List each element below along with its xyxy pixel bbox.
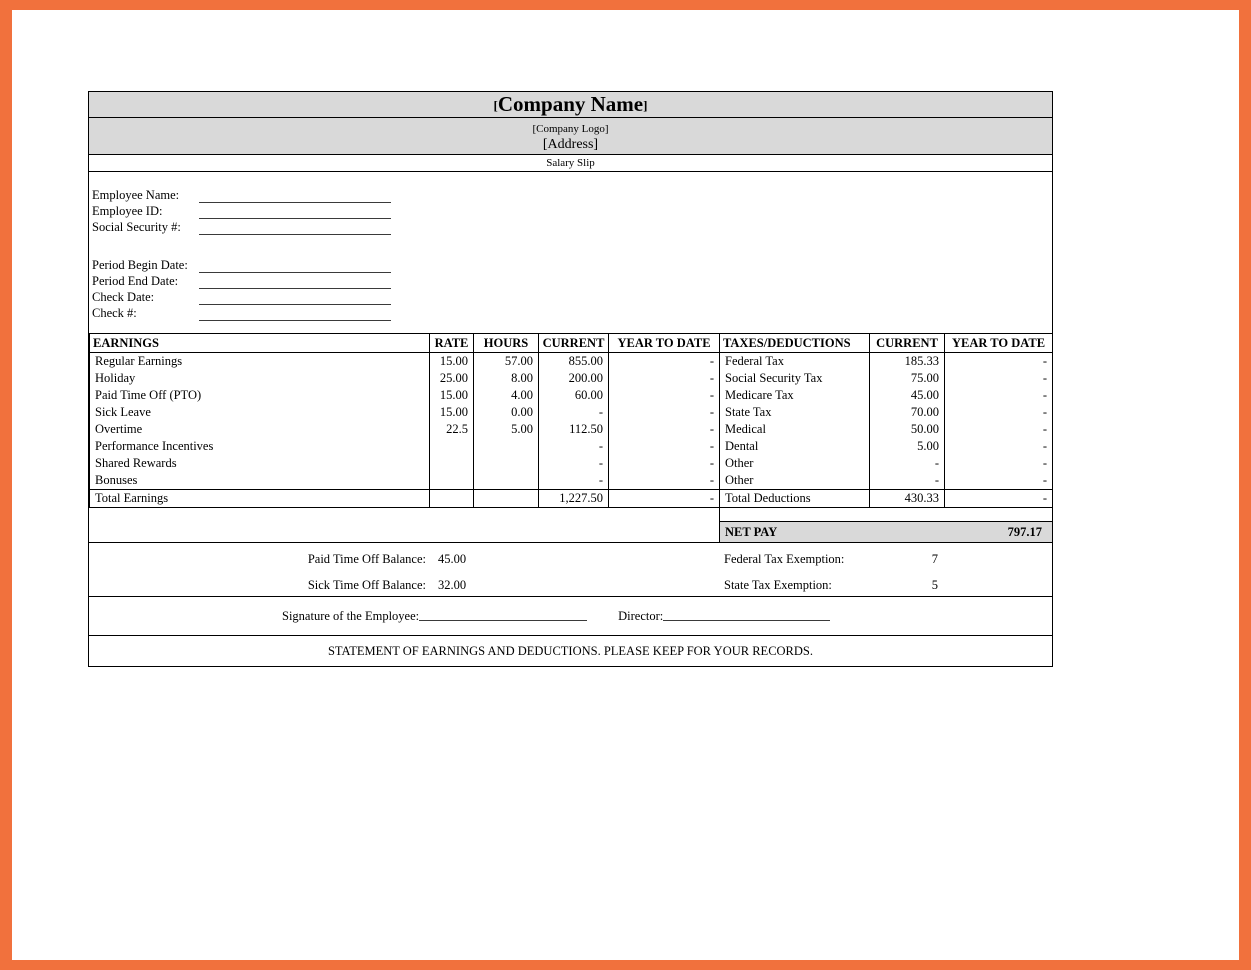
- table-row: [90, 404, 1053, 421]
- fill-in-line: [199, 308, 391, 321]
- employee-signature-label: Signature of the Employee:: [282, 608, 420, 623]
- hours-value: [474, 455, 539, 472]
- employee-name-field: [92, 187, 1052, 203]
- check-date-field: [92, 289, 1052, 305]
- current-value: -: [539, 438, 609, 455]
- ytd-value: -: [609, 455, 720, 472]
- director-signature-line: [663, 620, 830, 621]
- deduction-current-value: 45.00: [870, 387, 945, 404]
- current-value: 60.00: [539, 387, 609, 404]
- employee-signature-line: [419, 620, 587, 621]
- period-end-date-field: [92, 273, 1052, 289]
- net-pay-left-blank: [89, 521, 719, 542]
- pto-balance-label: Paid Time Off Balance:: [307, 552, 426, 566]
- field-group-spacer: [92, 235, 1052, 257]
- deduction-item: Medical: [720, 421, 870, 438]
- pto-balance-value: 45.00: [438, 552, 467, 566]
- field-label: Employee ID:: [92, 204, 163, 218]
- spacer-row: [89, 508, 1052, 521]
- ytd-value: -: [609, 472, 720, 490]
- social-security-field: [92, 219, 1052, 235]
- fill-in-line: [199, 206, 391, 219]
- period-begin-date-field: [92, 257, 1052, 273]
- salary-slip-document: [88, 91, 1053, 667]
- deduction-ytd-value: -: [945, 438, 1053, 455]
- current-value: 855.00: [539, 353, 609, 371]
- balance-row: [89, 578, 1052, 594]
- field-label: Period End Date:: [92, 274, 179, 288]
- totals-row: [90, 490, 1053, 508]
- net-pay-value: 797.17: [1007, 524, 1042, 539]
- ytd-value: -: [609, 421, 720, 438]
- table-row: [90, 455, 1053, 472]
- table-row: [90, 472, 1053, 490]
- column-header-hours: HOURS: [474, 334, 539, 353]
- rate-value: [430, 455, 474, 472]
- deduction-current-value: 5.00: [870, 438, 945, 455]
- employee-info-section: [89, 172, 1052, 333]
- rate-value: 15.00: [430, 387, 474, 404]
- column-header-taxes-deductions: TAXES/DEDUCTIONS: [720, 334, 870, 353]
- hours-value: 0.00: [474, 404, 539, 421]
- deduction-current-value: 75.00: [870, 370, 945, 387]
- hours-value: [474, 490, 539, 508]
- deduction-current-value: 70.00: [870, 404, 945, 421]
- bracket-open: [: [493, 98, 498, 113]
- rate-value: 22.5: [430, 421, 474, 438]
- ytd-value: -: [609, 370, 720, 387]
- rate-value: 15.00: [430, 404, 474, 421]
- earnings-deductions-table: [89, 333, 1053, 508]
- field-label: Check #:: [92, 306, 137, 320]
- fill-in-line: [199, 260, 391, 273]
- company-logo-address-block: [89, 118, 1052, 155]
- total-deductions-ytd: -: [945, 490, 1053, 508]
- field-label: Employee Name:: [92, 188, 180, 202]
- total-deductions-label: Total Deductions: [720, 490, 870, 508]
- balance-row: [89, 552, 1052, 568]
- fill-in-line: [199, 292, 391, 305]
- field-label: Social Security #:: [92, 220, 181, 234]
- deduction-ytd-value: -: [945, 472, 1053, 490]
- sick-balance-label: Sick Time Off Balance:: [307, 578, 426, 592]
- ytd-value: -: [609, 353, 720, 371]
- spacer-right: [719, 508, 1052, 521]
- deduction-item: Dental: [720, 438, 870, 455]
- company-name-text: Company Name: [497, 92, 644, 116]
- hours-value: 8.00: [474, 370, 539, 387]
- fill-in-line: [199, 276, 391, 289]
- deduction-current-value: -: [870, 455, 945, 472]
- current-value: -: [539, 404, 609, 421]
- federal-tax-exemption-label: Federal Tax Exemption:: [724, 552, 845, 566]
- hours-value: 5.00: [474, 421, 539, 438]
- deduction-ytd-value: -: [945, 455, 1053, 472]
- ytd-value: -: [609, 404, 720, 421]
- column-header-earnings: EARNINGS: [90, 334, 430, 353]
- sick-balance-value: 32.00: [438, 578, 467, 592]
- earnings-item: Paid Time Off (PTO): [90, 387, 430, 404]
- rate-value: 15.00: [430, 353, 474, 371]
- ytd-value: -: [609, 387, 720, 404]
- column-header-ytd: YEAR TO DATE: [609, 334, 720, 353]
- current-value: -: [539, 455, 609, 472]
- rate-value: [430, 438, 474, 455]
- hours-value: [474, 472, 539, 490]
- earnings-item: Holiday: [90, 370, 430, 387]
- total-earnings-label: Total Earnings: [90, 490, 430, 508]
- earnings-item: Bonuses: [90, 472, 430, 490]
- spacer-left: [89, 508, 719, 521]
- director-signature-label: Director:: [618, 608, 664, 623]
- column-header-deduction-current: CURRENT: [870, 334, 945, 353]
- column-header-current: CURRENT: [539, 334, 609, 353]
- hours-value: 4.00: [474, 387, 539, 404]
- column-header-deduction-ytd: YEAR TO DATE: [945, 334, 1053, 353]
- deduction-item: Other: [720, 472, 870, 490]
- employee-id-field: [92, 203, 1052, 219]
- fill-in-line: [199, 190, 391, 203]
- table-row: [90, 370, 1053, 387]
- deduction-item: State Tax: [720, 404, 870, 421]
- column-header-rate: RATE: [430, 334, 474, 353]
- table-row: [90, 387, 1053, 404]
- current-value: -: [539, 472, 609, 490]
- ytd-value: -: [609, 438, 720, 455]
- current-value: 200.00: [539, 370, 609, 387]
- total-deductions-current: 430.33: [870, 490, 945, 508]
- total-earnings-current: 1,227.50: [539, 490, 609, 508]
- current-value: 112.50: [539, 421, 609, 438]
- bracket-close: ]: [643, 98, 648, 113]
- signature-section: [89, 597, 1052, 636]
- net-pay-row: [89, 521, 1052, 543]
- deduction-ytd-value: -: [945, 387, 1053, 404]
- net-pay-label: NET PAY: [725, 524, 778, 539]
- state-tax-exemption-value: 5: [931, 578, 938, 592]
- company-address-placeholder: [Address]: [542, 137, 599, 152]
- table-row: [90, 353, 1053, 371]
- deduction-item: Social Security Tax: [720, 370, 870, 387]
- fill-in-line: [199, 222, 391, 235]
- state-tax-exemption-label: State Tax Exemption:: [724, 578, 832, 592]
- earnings-item: Sick Leave: [90, 404, 430, 421]
- total-earnings-ytd: -: [609, 490, 720, 508]
- company-logo-placeholder: [Company Logo]: [532, 123, 609, 135]
- earnings-item: Shared Rewards: [90, 455, 430, 472]
- hours-value: [474, 438, 539, 455]
- deduction-ytd-value: -: [945, 353, 1053, 371]
- document-title: Salary Slip: [89, 155, 1052, 172]
- rate-value: [430, 490, 474, 508]
- company-name-header: [89, 92, 1052, 118]
- earnings-item: Regular Earnings: [90, 353, 430, 371]
- table-row: [90, 438, 1053, 455]
- deduction-item: Medicare Tax: [720, 387, 870, 404]
- hours-value: 57.00: [474, 353, 539, 371]
- rate-value: [430, 472, 474, 490]
- deduction-current-value: 50.00: [870, 421, 945, 438]
- deduction-ytd-value: -: [945, 404, 1053, 421]
- earnings-item: Overtime: [90, 421, 430, 438]
- deduction-ytd-value: -: [945, 421, 1053, 438]
- deduction-current-value: -: [870, 472, 945, 490]
- table-row: [90, 421, 1053, 438]
- deduction-item: Other: [720, 455, 870, 472]
- check-number-field: [92, 305, 1052, 321]
- earnings-item: Performance Incentives: [90, 438, 430, 455]
- table-header-row: [90, 334, 1053, 353]
- footer-statement: STATEMENT OF EARNINGS AND DEDUCTIONS. PLEASE KEEP FOR YOUR RECORDS.: [327, 643, 814, 658]
- rate-value: 25.00: [430, 370, 474, 387]
- field-label: Check Date:: [92, 290, 155, 304]
- deduction-ytd-value: -: [945, 370, 1053, 387]
- deduction-current-value: 185.33: [870, 353, 945, 371]
- net-pay-band: [719, 521, 1052, 542]
- paper-sheet: [12, 10, 1239, 960]
- field-label: Period Begin Date:: [92, 258, 188, 272]
- federal-tax-exemption-value: 7: [931, 552, 938, 566]
- balances-section: [89, 543, 1052, 597]
- deduction-item: Federal Tax: [720, 353, 870, 371]
